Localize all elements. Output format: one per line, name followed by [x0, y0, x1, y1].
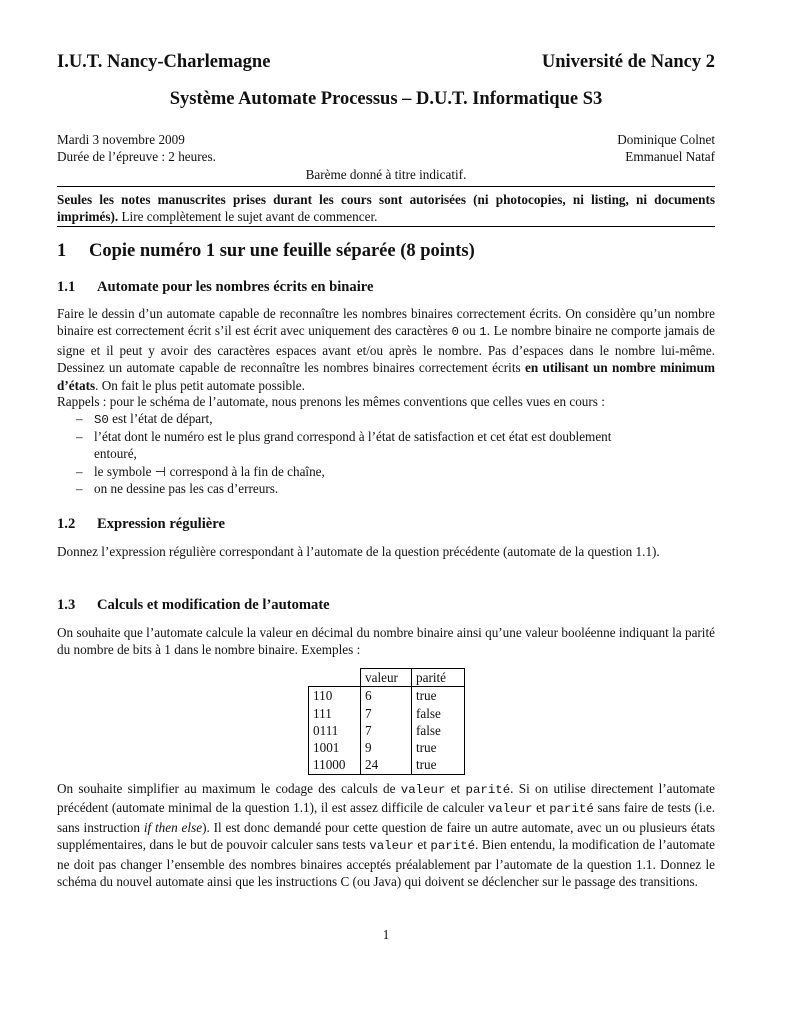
- table-cell: 110: [309, 687, 361, 705]
- document-title: Système Automate Processus – D.U.T. Informatique S3: [169, 89, 603, 109]
- bullet-text: on ne dessine pas les cas d’erreurs.: [94, 481, 279, 496]
- code-parite: parité: [430, 839, 476, 854]
- bullet-item: – l’état dont le numéro est le plus grand correspond à l’état de satisfaction et cet état est doublement: [76, 429, 612, 444]
- char-zero: 0: [451, 325, 459, 340]
- table-cell: true: [412, 739, 465, 756]
- table-row: [309, 722, 465, 739]
- rappels-text: Rappels : pour le schéma de l’automate, nous prenons les mêmes conventions que celles vues en cours :: [57, 394, 605, 409]
- institution-left: I.U.T. Nancy-Charlemagne: [57, 52, 271, 72]
- p11-end: . On fait le plus petit automate possible.: [95, 377, 305, 393]
- author-2: Emmanuel Nataf: [625, 149, 715, 164]
- notice-bold: Seules les notes manuscrites prises durant les cours sont autorisées (ni photocopies, ni listing, ni documents imprimés).: [57, 192, 715, 225]
- top-rule: [57, 186, 715, 187]
- bullet-item: – on ne dessine pas les cas d’erreurs.: [76, 481, 279, 496]
- section-1-title: Copie numéro 1 sur une feuille séparée (8 points): [89, 241, 475, 261]
- section-1-number: 1: [57, 241, 67, 261]
- subsection-1-2-number: 1.2: [57, 516, 76, 532]
- bullet-continuation: entouré,: [94, 446, 137, 461]
- p13-italic: if then else: [143, 819, 203, 835]
- p13-et: et: [413, 837, 431, 853]
- table-header-cell: parité: [412, 669, 465, 687]
- bullet-text: est l’état de départ,: [108, 411, 213, 426]
- subsection-1-1-number: 1.1: [57, 279, 76, 295]
- meta-row-2: [57, 148, 715, 165]
- bullet-code: S0: [94, 413, 109, 427]
- table-cell: false: [412, 722, 465, 739]
- p13-e: . Bien entendu, la modification de l’automate ne doit pas changer l’ensemble des nombres binaires acceptés préalablement par l’automate de la question 1.1. Donnez le schéma du nouvel automate ainsi que les instructions C (ou Java) qui doivent se déclencher sur le passage des transitions.: [57, 837, 715, 890]
- subsection-1-3-number: 1.3: [57, 597, 76, 613]
- code-valeur: valeur: [487, 802, 533, 817]
- page-number: 1: [382, 927, 390, 942]
- code-valeur: valeur: [400, 783, 446, 797]
- table-row: [309, 687, 465, 705]
- table-cell: 11000: [309, 756, 361, 774]
- notice-normal: Lire complètement le sujet avant de commencer.: [118, 209, 378, 225]
- subsection-1-2-title: Expression régulière: [97, 516, 225, 532]
- bottom-rule: [57, 226, 715, 227]
- p13-d: ). Il est donc demandé pour cette question de faire un autre automate, avec un ou plusieurs états supplémentaires, dans le but de pouvoir calculer sans tests: [57, 819, 715, 853]
- code-parite: parité: [549, 802, 594, 817]
- table-cell: 0111: [309, 722, 361, 739]
- bareme-note: Barème donné à titre indicatif.: [305, 167, 467, 182]
- code-parite: parité: [465, 783, 511, 797]
- p13-et: et: [532, 800, 550, 816]
- p13-b: . Si on utilise directement l’automate précédent (automate minimal de la question 1.1), il est assez difficile de calculer: [57, 781, 715, 816]
- table-cell: true: [412, 687, 465, 705]
- table-cell: 1001: [309, 739, 361, 756]
- table-header-cell: [309, 669, 361, 687]
- p13-a: On souhaite simplifier au maximum le codage des calculs de: [57, 781, 401, 796]
- table-header-row: [309, 669, 465, 687]
- notice: [57, 191, 715, 226]
- table-row: [309, 756, 465, 774]
- subsection-1-2-heading: [57, 516, 225, 533]
- exam-duration: Durée de l’épreuve : 2 heures.: [57, 149, 216, 164]
- p11-ou: ou: [458, 323, 480, 339]
- bullet-item: – S0 est l’état de départ,: [76, 411, 213, 427]
- header-row: [57, 54, 715, 71]
- p13-et: et: [445, 781, 466, 796]
- table-cell: 6: [361, 687, 412, 705]
- bullet-text: l’état dont le numéro est le plus grand correspond à l’état de satisfaction et cet état est doublement: [94, 429, 612, 444]
- subsection-1-1-title: Automate pour les nombres écrits en binaire: [97, 279, 374, 295]
- subsection-1-3-title: Calculs et modification de l’automate: [97, 597, 330, 613]
- p11-text-b: . Le nombre binaire ne comporte jamais de signe et il peut y avoir des caractères espaces avant et/ou après le nombre. Pas d’espaces dans le nombre lui-même. Dessinez un automate capable de reconnaître les nombres binaires correctement écrits: [57, 323, 715, 376]
- table-cell: 7: [361, 722, 412, 739]
- bullet-item: – le symbole ⊣ correspond à la fin de chaîne,: [76, 464, 325, 479]
- paragraph-1-3-main: [57, 780, 715, 890]
- table-cell: 7: [361, 705, 412, 722]
- examples-table: [308, 668, 465, 775]
- table-row: [309, 739, 465, 756]
- meta-row-1: [57, 131, 715, 148]
- paragraph-1-2: Donnez l’expression régulière correspondant à l’automate de la question précédente (automate de la question 1.1).: [57, 544, 660, 559]
- bullet-text: le symbole ⊣ correspond à la fin de chaîne,: [94, 464, 325, 479]
- institution-right: Université de Nancy 2: [541, 52, 715, 72]
- p11-text-a: Faire le dessin d’un automate capable de reconnaître les nombres binaires correctement écrits. On considère qu’un nombre binaire est correctement écrit s’il est écrit avec uniquement des caractères: [57, 306, 715, 339]
- table-cell: 24: [361, 756, 412, 774]
- table-cell: 9: [361, 739, 412, 756]
- char-one: 1: [479, 325, 487, 340]
- table-cell: false: [412, 705, 465, 722]
- subsection-1-1-heading: [57, 279, 373, 296]
- paragraph-1-3-intro: On souhaite que l’automate calcule la valeur en décimal du nombre binaire ainsi qu’une valeur booléenne indiquant la parité du nombre de bits à 1 dans le nombre binaire. Exemples :: [57, 625, 715, 658]
- subsection-1-3-heading: [57, 597, 330, 614]
- p11-bold: en utilisant un nombre minimum d’états: [57, 360, 715, 393]
- section-1-heading: [57, 243, 475, 260]
- table-row: [309, 705, 465, 722]
- table-cell: true: [412, 756, 465, 774]
- paragraph-1-1: [57, 305, 715, 394]
- table-cell: 111: [309, 705, 361, 722]
- author-1: Dominique Colnet: [617, 132, 715, 147]
- p13-c: sans faire de tests (i.e. sans instruction: [57, 800, 716, 835]
- code-valeur: valeur: [369, 839, 414, 854]
- exam-date: Mardi 3 novembre 2009: [57, 132, 185, 147]
- table-header-cell: valeur: [361, 669, 412, 687]
